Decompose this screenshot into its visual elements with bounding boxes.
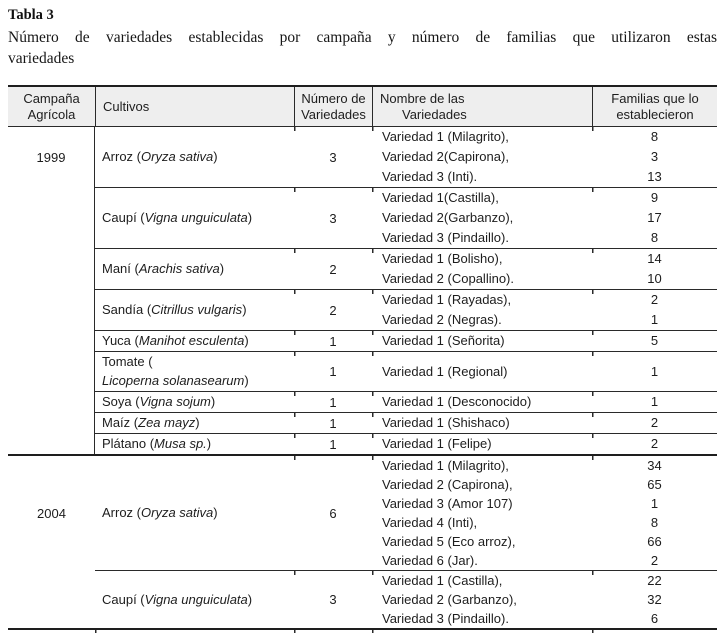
variety-name: Variedad 1(Castilla),	[382, 190, 499, 205]
family-counts-cell	[592, 127, 717, 187]
crop-name-cell	[95, 290, 294, 330]
variety-count-cell: 3	[329, 210, 337, 226]
crop-common-name: Soya (	[102, 394, 140, 409]
family-count: 8	[650, 129, 659, 144]
header-campaign-line2: Agrícola	[27, 106, 76, 122]
crop-common-name: Caupí (	[102, 591, 145, 607]
variety-names-cell	[372, 392, 592, 412]
crop-row-maiz-1999	[95, 412, 717, 433]
header-campaign-line1: Campaña	[23, 90, 80, 106]
header-crop-label: Cultivos	[103, 98, 150, 114]
family-count: 1	[650, 496, 659, 511]
family-count: 1	[650, 312, 659, 327]
variety-name: Variedad 1 (Milagrito),	[382, 129, 509, 144]
variety-name: Variedad 5 (Eco arroz),	[382, 534, 516, 549]
variety-names-cell	[372, 331, 592, 351]
family-count: 32	[647, 592, 662, 607]
crop-scientific-name: Licoperna solanasearum	[102, 372, 245, 388]
variety-count-cell: 1	[329, 415, 337, 431]
campaign-section-1999	[8, 127, 717, 454]
family-count: 3	[650, 149, 659, 164]
crop-name-cell	[95, 571, 294, 628]
family-counts-cell	[592, 434, 717, 454]
crop-name-close: )	[213, 505, 218, 520]
crop-row-caupi-1999	[95, 187, 717, 248]
family-counts-cell	[592, 456, 717, 570]
crop-scientific-name: Zea mayz	[138, 415, 196, 430]
campaign-year: 1999	[36, 149, 66, 165]
family-count: 8	[650, 515, 659, 530]
crop-row-caupi-2004	[95, 570, 717, 628]
variety-names-cell	[372, 571, 592, 628]
header-variety-line2: Variedades	[402, 106, 467, 122]
crop-common-name: Tomate (	[102, 354, 153, 370]
family-count: 2	[650, 415, 659, 430]
family-count: 9	[650, 190, 659, 205]
crop-common-name: Yuca (	[102, 333, 139, 348]
crop-scientific-name: Musa sp.	[154, 436, 207, 451]
data-table	[8, 85, 717, 630]
crop-scientific-name: Vigna unguiculata	[144, 591, 248, 607]
crop-name-cell	[95, 413, 294, 433]
crop-name-cell	[95, 352, 294, 391]
crop-name-cell	[95, 127, 294, 187]
variety-name: Variedad 2(Capirona),	[382, 149, 509, 164]
variety-names-cell	[372, 188, 592, 248]
crop-name-cell	[95, 249, 294, 289]
crop-name-cell	[95, 188, 294, 248]
crop-scientific-name: Oryza sativa	[141, 149, 214, 164]
family-count: 22	[647, 573, 662, 588]
crop-common-name: Caupí (	[102, 210, 145, 225]
family-count: 2	[650, 553, 659, 568]
family-counts-cell	[592, 413, 717, 433]
variety-names-cell	[372, 127, 592, 187]
crop-common-name: Maní (	[102, 261, 139, 276]
variety-name: Variedad 3 (Pindaillo).	[382, 611, 509, 626]
crops-area	[95, 456, 717, 628]
family-count: 10	[647, 271, 662, 286]
variety-count-cell: 3	[329, 149, 337, 165]
variety-name: Variedad 3 (Amor 107)	[382, 496, 513, 511]
variety-name: Variedad 1 (Bolisho),	[382, 251, 503, 266]
family-count: 1	[650, 394, 659, 409]
variety-name: Variedad 1 (Milagrito),	[382, 458, 509, 473]
caption-line-2: variedades	[8, 50, 75, 67]
family-count: 13	[647, 169, 662, 184]
campaign-section-2004	[8, 454, 717, 628]
crop-common-name: Arroz (	[102, 505, 141, 520]
variety-name: Variedad 6 (Jar).	[382, 553, 478, 568]
crop-name-close: )	[210, 394, 216, 409]
crop-row-mani-1999	[95, 248, 717, 289]
family-counts-cell	[592, 352, 717, 391]
variety-names-cell	[372, 456, 592, 570]
crop-common-name: Maíz (	[102, 415, 139, 430]
variety-name: Variedad 1 (Regional)	[382, 363, 508, 379]
family-count: 1	[650, 363, 659, 379]
table-caption-text	[8, 27, 717, 69]
crop-name-close: )	[247, 210, 253, 225]
header-families-line1: Familias que lo	[611, 90, 699, 106]
header-crop	[95, 87, 294, 126]
variety-count-cell: 6	[329, 505, 337, 521]
family-count: 65	[647, 477, 662, 492]
header-families-line2: establecieron	[616, 106, 694, 122]
family-count: 5	[650, 333, 659, 348]
variety-count-cell: 2	[329, 261, 337, 277]
variety-names-cell	[372, 434, 592, 454]
variety-count-cell: 3	[329, 592, 337, 607]
variety-name: Variedad 1 (Rayadas),	[382, 292, 512, 307]
family-counts-cell	[592, 290, 717, 330]
header-families	[592, 87, 717, 126]
crop-row-sandia-1999	[95, 289, 717, 330]
crop-name-close: )	[206, 436, 212, 451]
crop-scientific-name: Vigna unguiculata	[144, 210, 248, 225]
header-campaign	[8, 87, 95, 126]
family-count: 2	[650, 436, 659, 451]
variety-name: Variedad 4 (Inti),	[382, 515, 478, 530]
family-count: 8	[650, 230, 659, 245]
crop-name-close: )	[244, 372, 249, 388]
variety-name: Variedad 2(Garbanzo),	[382, 210, 514, 225]
campaign-year-column	[8, 127, 95, 454]
crop-common-name: Sandía (	[102, 302, 152, 317]
variety-count-cell: 1	[329, 333, 337, 349]
campaign-year: 2004	[37, 505, 66, 521]
variety-names-cell	[372, 249, 592, 289]
crop-name-close: )	[213, 149, 218, 164]
crop-name-cell	[95, 456, 294, 570]
variety-count-cell: 1	[329, 394, 337, 410]
family-counts-cell	[592, 392, 717, 412]
variety-count-cell: 1	[329, 436, 337, 452]
crop-scientific-name: Oryza sativa	[141, 505, 214, 520]
table-caption-label: Tabla 3	[8, 7, 54, 23]
crop-row-arroz-2004	[95, 456, 717, 570]
variety-name: Variedad 1 (Castilla),	[382, 573, 503, 588]
crop-scientific-name: Manihot esculenta	[138, 333, 245, 348]
header-count-line2: Variedades	[301, 106, 366, 122]
crop-scientific-name: Vigna sojum	[139, 394, 211, 409]
variety-name: Variedad 2 (Garbanzo),	[382, 592, 517, 607]
variety-name: Variedad 1 (Desconocido)	[382, 394, 532, 409]
crop-name-cell	[95, 392, 294, 412]
family-count: 14	[647, 251, 662, 266]
header-count	[294, 87, 372, 126]
crop-row-arroz-1999	[95, 127, 717, 187]
header-variety	[372, 87, 592, 126]
crop-row-tomate-1999	[95, 351, 717, 391]
variety-names-cell	[372, 290, 592, 330]
family-counts-cell	[592, 331, 717, 351]
crop-scientific-name: Arachis sativa	[138, 261, 220, 276]
family-counts-cell	[592, 188, 717, 248]
variety-names-cell	[372, 352, 592, 391]
header-variety-line1: Nombre de las	[380, 90, 465, 106]
family-counts-cell	[592, 571, 717, 628]
family-count: 34	[647, 458, 662, 473]
family-count: 2	[650, 292, 659, 307]
crop-common-name: Arroz (	[102, 149, 141, 164]
family-count: 6	[650, 611, 659, 626]
variety-name: Variedad 1 (Felipe)	[382, 436, 492, 451]
variety-names-cell	[372, 413, 592, 433]
caption-line-1: Número de variedades establecidas por campaña y número de familias que utilizaron estas	[8, 29, 717, 46]
crop-row-yuca-1999	[95, 330, 717, 351]
crop-row-soya-1999	[95, 391, 717, 412]
variety-name: Variedad 1 (Shishaco)	[382, 415, 510, 430]
crop-name-close: )	[219, 261, 225, 276]
crop-name-close: )	[242, 302, 247, 317]
crop-name-close: )	[195, 415, 200, 430]
variety-name: Variedad 3 (Inti).	[382, 169, 478, 184]
variety-name: Variedad 2 (Negras).	[382, 312, 502, 327]
variety-count-cell: 2	[329, 302, 337, 318]
crop-common-name: Plátano (	[102, 436, 155, 451]
crop-name-cell	[95, 331, 294, 351]
header-count-line1: Número de	[301, 90, 366, 106]
family-counts-cell	[592, 249, 717, 289]
variety-name: Variedad 2 (Copallino).	[382, 271, 514, 286]
crops-area	[95, 127, 717, 454]
variety-name: Variedad 2 (Capirona),	[382, 477, 513, 492]
variety-name: Variedad 1 (Señorita)	[382, 333, 505, 348]
crop-name-close: )	[244, 333, 249, 348]
crop-name-cell	[95, 434, 294, 454]
crop-name-close: )	[247, 591, 253, 607]
family-count: 66	[647, 534, 662, 549]
crop-row-platano-1999	[95, 433, 717, 454]
variety-count-cell: 1	[329, 364, 337, 379]
family-count: 17	[647, 210, 662, 225]
table-header-row	[8, 87, 717, 127]
variety-name: Variedad 3 (Pindaillo).	[382, 230, 509, 245]
campaign-year-column	[8, 456, 95, 628]
crop-scientific-name: Citrillus vulgaris	[151, 302, 243, 317]
